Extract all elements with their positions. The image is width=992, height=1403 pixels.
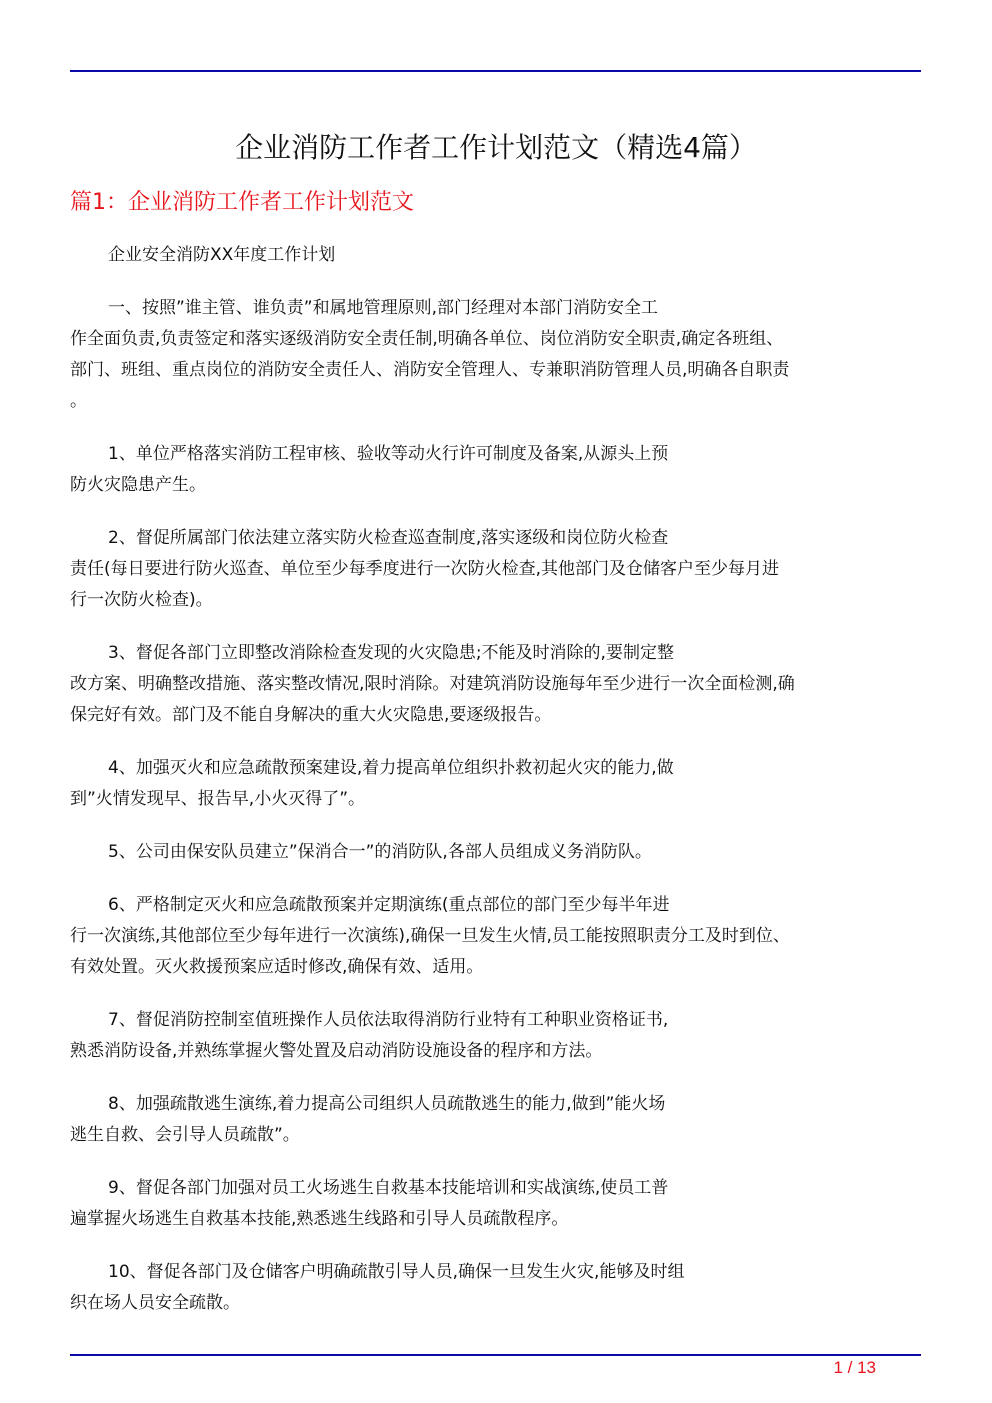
paragraph-line: 责任(每日要进行防火巡查、单位至少每季度进行一次防火检查,其他部门及仓储客户至少每月进 [70,559,780,579]
paragraph-item-2 [70,523,925,616]
paragraph-line: 逃生自救、会引导人员疏散”。 [70,1125,300,1145]
paragraph-item-5 [70,837,925,868]
paragraph-line: 1、单位严格落实消防工程审核、验收等动火行许可制度及备案,从源头上预 [108,444,669,464]
document-body [70,240,925,1341]
paragraph-item-9 [70,1173,925,1235]
paragraph-principle [70,293,925,417]
document-title: 企业消防工作者工作计划范文（精选4篇） [235,131,757,164]
paragraph-line: 有效处置。灭火救援预案应适时修改,确保有效、适用。 [70,957,484,977]
paragraph-line: 熟悉消防设备,并熟练掌握火警处置及启动消防设施设备的程序和方法。 [70,1041,603,1061]
paragraph-plan-title [70,240,925,271]
paragraph-line: 遍掌握火场逃生自救基本技能,熟悉逃生线路和引导人员疏散程序。 [70,1209,569,1229]
paragraph-line: 行一次防火检查)。 [70,590,213,610]
paragraph-line: 8、加强疏散逃生演练,着力提高公司组织人员疏散逃生的能力,做到”能火场 [108,1094,666,1114]
paragraph-line: 部门、班组、重点岗位的消防安全责任人、消防安全管理人、专兼职消防管理人员,明确各自职责 [70,360,790,380]
paragraph-line: 行一次演练,其他部位至少每年进行一次演练),确保一旦发生火情,员工能按照职责分工及时到位、 [70,926,790,946]
paragraph-line: 5、公司由保安队员建立”保消合一”的消防队,各部人员组成义务消防队。 [108,842,652,862]
page-indicator: 1 / 13 [833,1358,876,1377]
paragraph-item-1 [70,439,925,501]
paragraph-item-8 [70,1089,925,1151]
paragraph-line: 。 [70,391,87,411]
paragraph-item-10 [70,1257,925,1319]
paragraph-line: 3、督促各部门立即整改消除检查发现的火灾隐患;不能及时消除的,要制定整 [108,643,674,663]
paragraph-line: 改方案、明确整改措施、落实整改情况,限时消除。对建筑消防设施每年至少进行一次全面检测,确 [70,674,795,694]
paragraph-line: 4、加强灭火和应急疏散预案建设,着力提高单位组织扑救初起火灾的能力,做 [108,758,674,778]
header-rule [70,70,921,72]
paragraph-line: 10、督促各部门及仓储客户明确疏散引导人员,确保一旦发生火灾,能够及时组 [108,1262,685,1282]
paragraph-item-6 [70,890,925,983]
paragraph-item-3 [70,638,925,731]
paragraph-line: 一、按照”谁主管、谁负责”和属地管理原则,部门经理对本部门消防安全工 [108,298,659,318]
paragraph-line: 织在场人员安全疏散。 [70,1293,240,1313]
footer-rule [70,1354,921,1356]
paragraph-line: 防火灾隐患产生。 [70,475,206,495]
paragraph-line: 作全面负责,负责签定和落实逐级消防安全责任制,明确各单位、岗位消防安全职责,确定各班组、 [70,329,784,349]
paragraph-item-7 [70,1005,925,1067]
paragraph-line: 企业安全消防XX年度工作计划 [108,245,336,265]
section-heading: 篇1：企业消防工作者工作计划范文 [70,190,414,215]
paragraph-line: 2、督促所属部门依法建立落实防火检查巡查制度,落实逐级和岗位防火检查 [108,528,669,548]
paragraph-line: 保完好有效。部门及不能自身解决的重大火灾隐患,要逐级报告。 [70,705,552,725]
paragraph-line: 6、严格制定灭火和应急疏散预案并定期演练(重点部位的部门至少每半年进 [108,895,670,915]
paragraph-line: 7、督促消防控制室值班操作人员依法取得消防行业特有工种职业资格证书, [108,1010,669,1030]
paragraph-item-4 [70,753,925,815]
paragraph-line: 到”火情发现早、报告早,小火灭得了”。 [70,789,366,809]
paragraph-line: 9、督促各部门加强对员工火场逃生自救基本技能培训和实战演练,使员工普 [108,1178,669,1198]
